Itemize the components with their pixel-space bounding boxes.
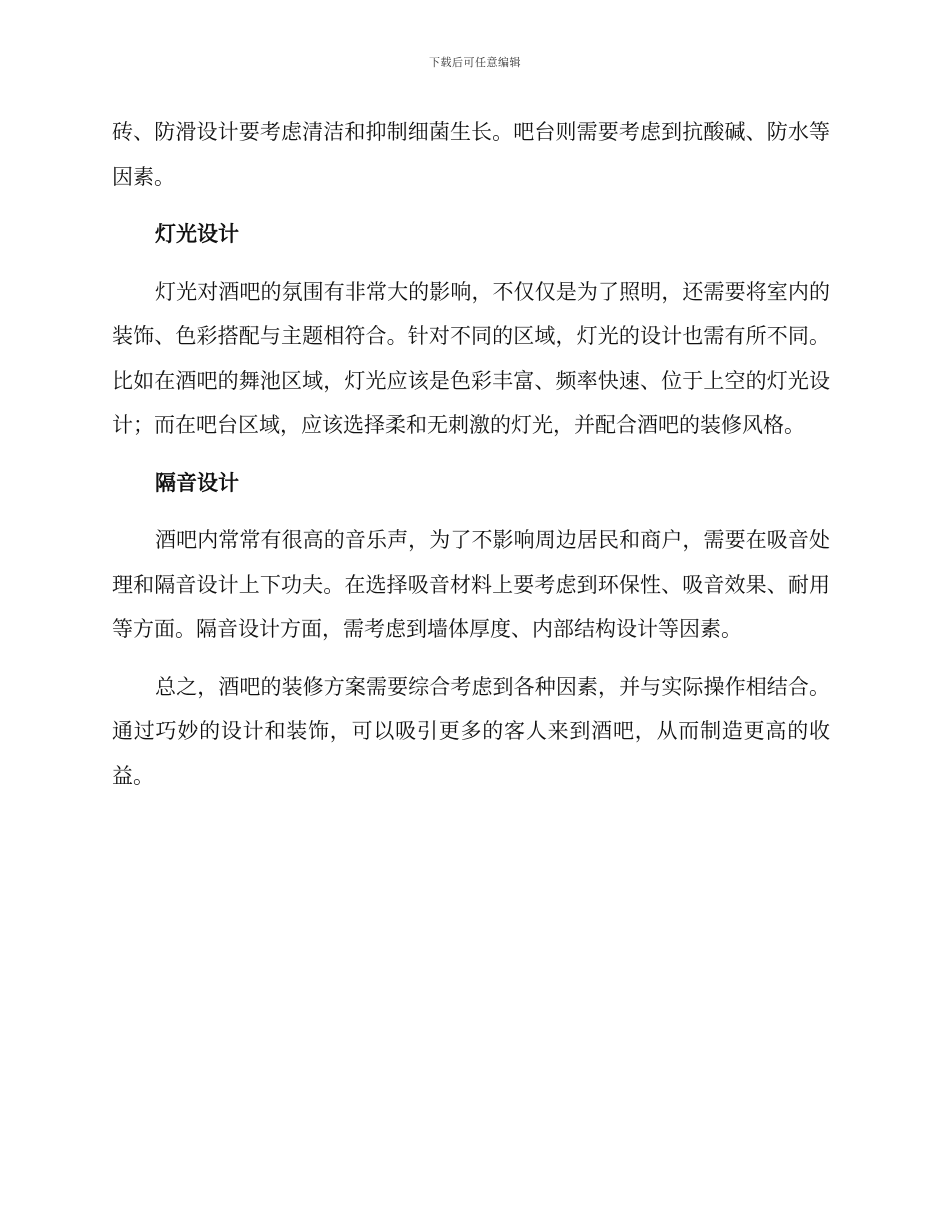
page-header: 下载后可任意编辑: [429, 56, 521, 69]
section-heading-lighting: 灯光设计: [155, 222, 239, 246]
paragraph-soundproofing: 酒吧内常常有很高的音乐声，为了不影响周边居民和商户，需要在吸音处理和隔音设计上下功夫。在选择吸音材料上要考虑到环保性、吸音效果、耐用等方面。隔音设计方面，需考虑到墙体厚度、内部结构设计等因素。: [112, 528, 830, 641]
section-heading-soundproofing: 隔音设计: [155, 470, 239, 495]
paragraph-lighting: 灯光对酒吧的氛围有非常大的影响，不仅仅是为了照明，还需要将室内的装饰、色彩搭配与主题相符合。针对不同的区域，灯光的设计也需有所不同。比如在酒吧的舞池区域，灯光应该是色彩丰富、频率快速、位于上空的灯光设计；而在吧台区域，应该选择柔和无刺激的灯光，并配合酒吧的装修风格。: [112, 279, 830, 437]
document-body: [112, 110, 830, 811]
paragraph-conclusion: 总之，酒吧的装修方案需要综合考虑到各种因素，并与实际操作相结合。通过巧妙的设计和装饰，可以吸引更多的客人来到酒吧，从而制造更高的收益。: [112, 674, 830, 788]
paragraph-intro-continued: 砖、防滑设计要考虑清洁和抑制细菌生长。吧台则需要考虑到抗酸碱、防水等因素。: [112, 120, 830, 189]
